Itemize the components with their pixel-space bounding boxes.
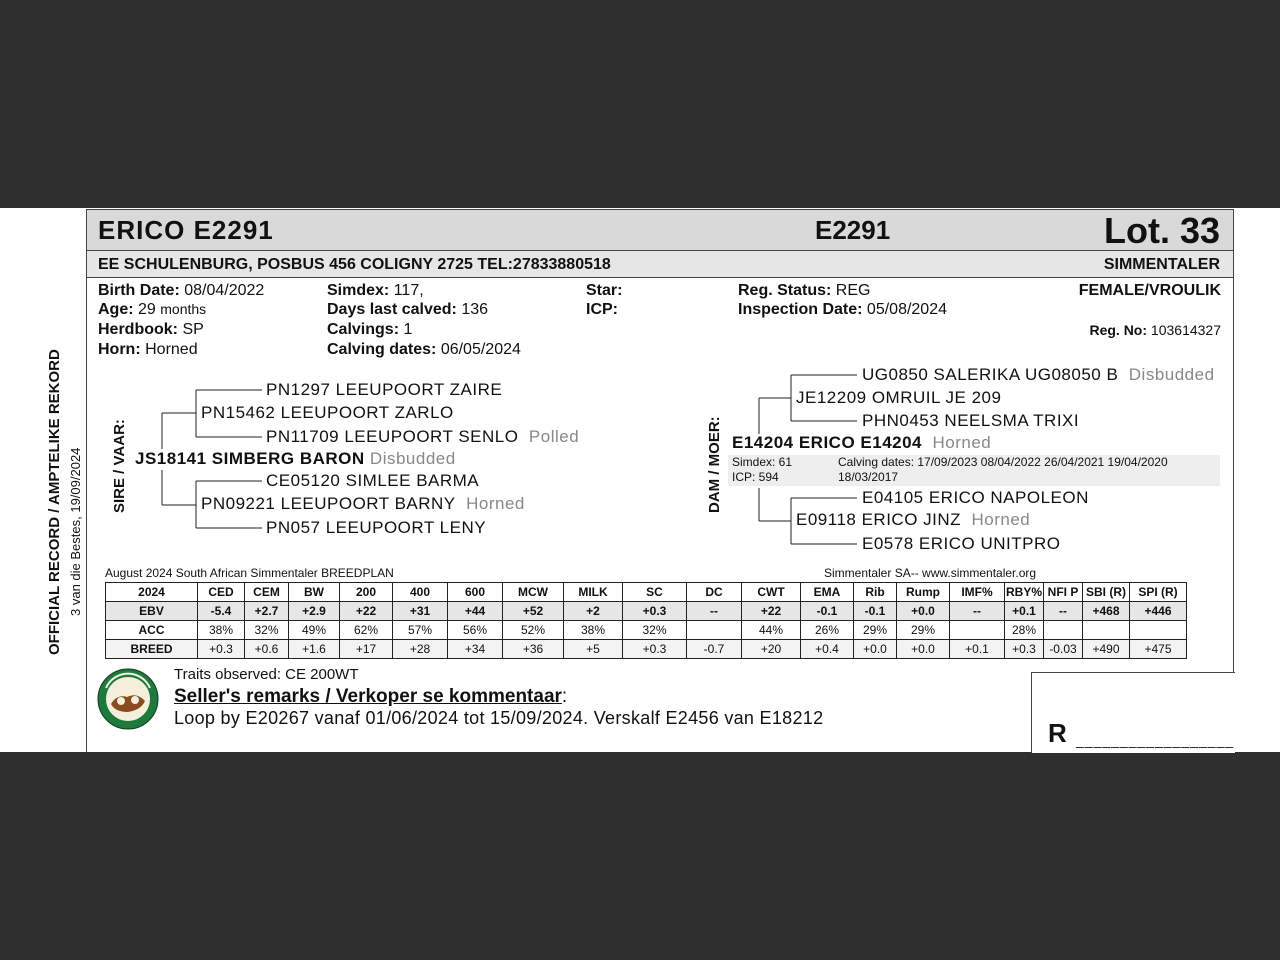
owner-info: EE SCHULENBURG, POSBUS 456 COLIGNY 2725 TEL:27833880518	[98, 256, 611, 273]
ebv-cell: SBI (R)	[1083, 583, 1130, 602]
pedigree-dsd: PHN0453 NEELSMA TRIXI	[862, 411, 1080, 430]
ebv-cell: Rump	[897, 583, 950, 602]
ebv-cell: 62%	[340, 621, 393, 640]
simdex: Simdex: 117,	[327, 282, 424, 299]
days-last-calved: Days last calved: 136	[327, 301, 489, 318]
ebv-cell: -5.4	[198, 602, 245, 621]
ebv-cell: +22	[742, 602, 801, 621]
pedigree-dd: E09118 ERICO JINZ Horned	[796, 510, 1031, 529]
ebv-cell: +0.3	[1005, 640, 1044, 659]
pedigree-ddd: E0578 ERICO UNITPRO	[862, 534, 1061, 553]
reg-status: Reg. Status: REG	[738, 282, 871, 299]
ebv-cell: +468	[1083, 602, 1130, 621]
ebv-cell: 400	[393, 583, 448, 602]
ebv-cell	[1083, 621, 1130, 640]
ebv-cell: 52%	[503, 621, 564, 640]
ebv-cell: 38%	[198, 621, 245, 640]
ebv-cell: CEM	[245, 583, 289, 602]
dam-calving-dates: Calving dates: 17/09/2023 08/04/2022 26/04/2021 19/04/2020	[838, 455, 1168, 469]
age: Age: 29 months	[98, 301, 207, 318]
inspection-date: Inspection Date: 05/08/2024	[738, 301, 947, 318]
breedplan-ebv-row	[106, 602, 1187, 621]
ebv-cell: +31	[393, 602, 448, 621]
birth-date: Birth Date: 08/04/2022	[98, 282, 265, 299]
ebv-cell: +2	[564, 602, 623, 621]
remarks-title: Seller's remarks / Verkoper se kommentaar:	[174, 686, 568, 707]
calving-dates: Calving dates: 06/05/2024	[327, 341, 521, 358]
breedplan-breed-row	[106, 640, 1187, 659]
ebv-cell: 600	[448, 583, 503, 602]
ebv-cell: BREED	[106, 640, 198, 659]
ebv-cell: -0.1	[801, 602, 854, 621]
ebv-cell: MILK	[564, 583, 623, 602]
pedigree-dam: E14204 ERICO E14204 Horned	[732, 433, 992, 452]
ebv-cell: -0.1	[854, 602, 897, 621]
ebv-cell: 29%	[854, 621, 897, 640]
pedigree-sire: JS18141 SIMBERG BARON Disbudded	[135, 449, 456, 468]
ebv-cell: 38%	[564, 621, 623, 640]
ebv-cell: +0.6	[245, 640, 289, 659]
ebv-cell: RBY%	[1005, 583, 1044, 602]
ebv-cell: 32%	[623, 621, 687, 640]
ebv-cell: +475	[1130, 640, 1187, 659]
ebv-cell: IMF%	[950, 583, 1005, 602]
animal-code: E2291	[815, 215, 891, 245]
dam-icp: ICP: 594	[732, 470, 779, 484]
ebv-cell: +1.6	[289, 640, 340, 659]
ebv-cell: SPI (R)	[1130, 583, 1187, 602]
ebv-cell: --	[950, 602, 1005, 621]
pedigree-dss: UG0850 SALERIKA UG08050 B Disbudded	[862, 365, 1215, 384]
ebv-cell: NFI P	[1044, 583, 1083, 602]
ebv-cell: 44%	[742, 621, 801, 640]
ebv-cell: --	[1044, 602, 1083, 621]
ebv-cell: 26%	[801, 621, 854, 640]
animal-name: ERICO E2291	[98, 215, 274, 245]
breedplan-header-row	[106, 583, 1187, 602]
ebv-cell: Rib	[854, 583, 897, 602]
pedigree-ds: JE12209 OMRUIL JE 209	[796, 388, 1002, 407]
ebv-cell: +490	[1083, 640, 1130, 659]
pedigree-dds: E04105 ERICO NAPOLEON	[862, 488, 1089, 507]
ebv-cell: +52	[503, 602, 564, 621]
ebv-cell: +0.0	[897, 602, 950, 621]
ebv-cell	[1044, 621, 1083, 640]
ebv-cell: -0.7	[687, 640, 742, 659]
dam-simdex: Simdex: 61	[732, 455, 793, 469]
ebv-cell: +0.1	[950, 640, 1005, 659]
calvings: Calvings: 1	[327, 321, 413, 338]
herdbook: Herdbook: SP	[98, 321, 204, 338]
dam-calving-dates-2: 18/03/2017	[838, 470, 899, 484]
price-line[interactable]: __________________	[1076, 732, 1235, 748]
star: Star:	[586, 282, 623, 299]
ebv-cell: 56%	[448, 621, 503, 640]
ebv-cell: -0.03	[1044, 640, 1083, 659]
ebv-cell: EBV	[106, 602, 198, 621]
ebv-cell: 32%	[245, 621, 289, 640]
ebv-cell: DC	[687, 583, 742, 602]
pedigree-sd: PN09221 LEEUPOORT BARNY Horned	[201, 494, 525, 513]
ebv-cell: 29%	[897, 621, 950, 640]
horn: Horn: Horned	[98, 341, 198, 358]
ebv-cell: 2024	[106, 583, 198, 602]
ebv-cell: +36	[503, 640, 564, 659]
ebv-cell: BW	[289, 583, 340, 602]
ebv-cell: CED	[198, 583, 245, 602]
ebv-cell: ACC	[106, 621, 198, 640]
ebv-cell: +0.3	[623, 602, 687, 621]
ebv-cell: 28%	[1005, 621, 1044, 640]
ebv-cell: 49%	[289, 621, 340, 640]
ebv-cell: +20	[742, 640, 801, 659]
ebv-cell: +5	[564, 640, 623, 659]
pedigree-sdd: PN057 LEEUPOORT LENY	[266, 518, 487, 537]
ebv-cell: +17	[340, 640, 393, 659]
icp: ICP:	[586, 301, 618, 318]
pedigree-sss: PN1297 LEEUPOORT ZAIRE	[266, 380, 503, 399]
traits-observed: Traits observed: CE 200WT	[174, 666, 359, 683]
ebv-cell: EMA	[801, 583, 854, 602]
pedigree-ssd: PN11709 LEEUPOORT SENLO Polled	[266, 427, 580, 446]
ebv-cell: --	[687, 602, 742, 621]
breed-label: SIMMENTALER	[1103, 256, 1220, 273]
simmentaler-logo-icon	[97, 668, 159, 730]
ebv-cell: +0.0	[854, 640, 897, 659]
ebv-cell	[687, 621, 742, 640]
breedplan-website: Simmentaler SA-- www.simmentaler.org	[824, 566, 1037, 580]
ebv-cell: +2.9	[289, 602, 340, 621]
ebv-cell: +0.4	[801, 640, 854, 659]
ebv-cell: +2.7	[245, 602, 289, 621]
ebv-cell: SC	[623, 583, 687, 602]
ebv-cell: +34	[448, 640, 503, 659]
ebv-cell: MCW	[503, 583, 564, 602]
reg-number: Reg. No: 103614327	[1089, 322, 1221, 338]
pedigree-sds: CE05120 SIMLEE BARMA	[266, 471, 480, 490]
ebv-cell: +0.3	[198, 640, 245, 659]
price-currency: R	[1048, 718, 1067, 748]
ebv-cell: +0.3	[623, 640, 687, 659]
pedigree-ss: PN15462 LEEUPOORT ZARLO	[201, 403, 454, 422]
ebv-cell	[1130, 621, 1187, 640]
lot-number: Lot. 33	[1103, 210, 1220, 251]
ebv-cell: +0.1	[1005, 602, 1044, 621]
ebv-cell: +0.0	[897, 640, 950, 659]
ebv-cell: 200	[340, 583, 393, 602]
ebv-cell	[950, 621, 1005, 640]
ebv-cell: 57%	[393, 621, 448, 640]
sex-label: FEMALE/VROULIK	[1078, 282, 1221, 299]
ebv-cell: +44	[448, 602, 503, 621]
ebv-cell: +28	[393, 640, 448, 659]
ebv-cell: +446	[1130, 602, 1187, 621]
remarks-text: Loop by E20267 vanaf 01/06/2024 tot 15/09/2024. Verskalf E2456 van E18212	[174, 708, 824, 728]
ebv-cell: CWT	[742, 583, 801, 602]
ebv-cell: +22	[340, 602, 393, 621]
breedplan-title: August 2024 South African Simmentaler BREEDPLAN	[105, 566, 394, 580]
ebv-table	[105, 582, 1187, 659]
breedplan-acc-row	[106, 621, 1187, 640]
